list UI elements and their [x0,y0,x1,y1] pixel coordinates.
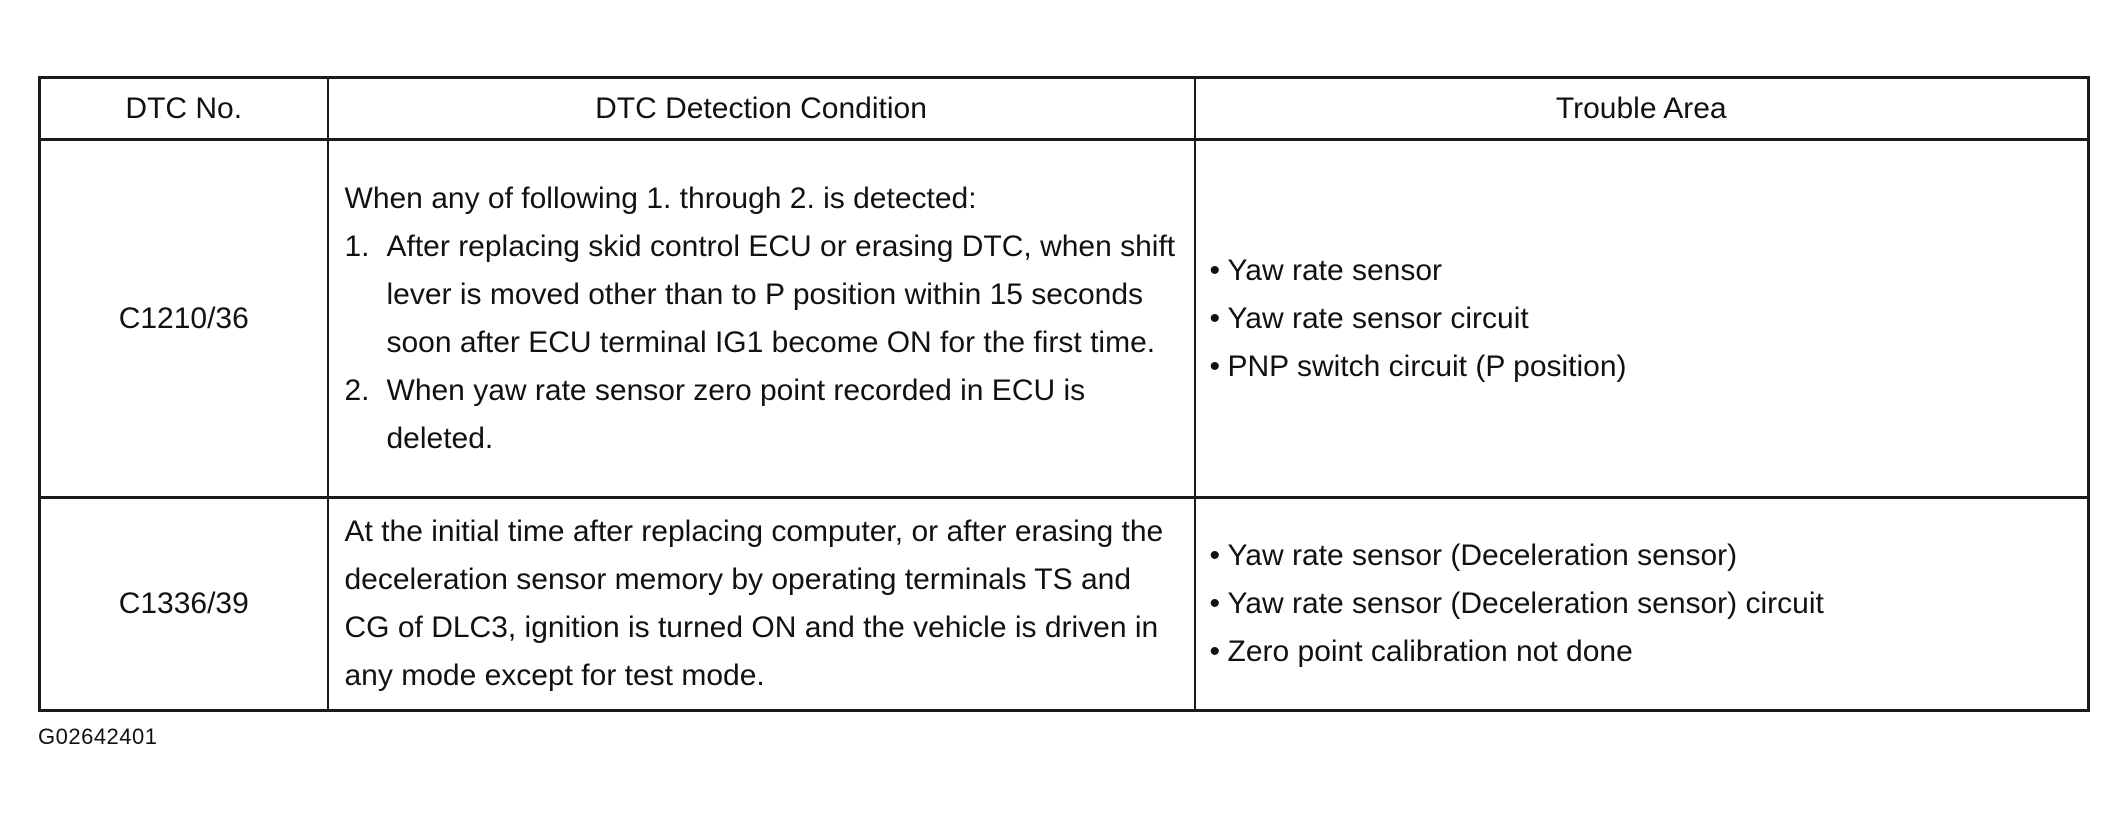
condition-item-number: 1. [344,229,370,263]
list-item [1210,580,2088,628]
list-item [1210,532,2088,580]
trouble-area-list [1210,247,2088,391]
condition-item-text: When yaw rate sensor zero point recorded in ECU is deleted. [386,373,1086,455]
trouble-area-list [1210,532,2088,676]
bullet-icon: • [1209,253,1221,287]
table-row [40,140,2089,498]
list-item [1210,247,2088,295]
header-trouble-area: Trouble Area [1195,78,2089,140]
table-header-row [40,78,2089,140]
trouble-area-text: Yaw rate sensor [1227,253,1443,287]
trouble-area-text: PNP switch circuit (P position) [1227,349,1627,383]
detection-condition [328,498,1195,711]
table-row [40,498,2089,711]
header-dtc-no: DTC No. [40,78,328,140]
trouble-area-text: Yaw rate sensor (Deceleration sensor) [1227,539,1738,572]
dtc-table [38,76,2090,712]
bullet-icon: • [1209,587,1221,620]
trouble-area [1195,140,2089,498]
trouble-area-text: Yaw rate sensor (Deceleration sensor) circuit [1227,587,1824,620]
trouble-area [1195,498,2089,711]
condition-item [345,223,1180,367]
condition-item-number: 2. [344,373,370,407]
trouble-area-text: Zero point calibration not done [1227,635,1633,668]
bullet-icon: • [1209,301,1221,335]
detection-condition [328,140,1195,498]
bullet-icon: • [1209,349,1221,383]
bullet-icon: • [1209,539,1221,572]
condition-intro: When any of following 1. through 2. is detected: [344,181,977,215]
condition-list [345,223,1180,463]
figure-id: G02642401 [38,724,158,749]
header-detection-condition: DTC Detection Condition [328,78,1195,140]
condition-text: At the initial time after replacing computer, or after erasing the deceleration sensor memory by operating terminals TS and CG of DLC3, ignition is turned ON and the vehicle is driven in any mode except for test mode. [344,515,1164,692]
dtc-code: C1210/36 [40,140,328,498]
trouble-area-text: Yaw rate sensor circuit [1227,301,1529,335]
dtc-code: C1336/39 [40,498,328,711]
bullet-icon: • [1209,635,1221,668]
list-item [1210,295,2088,343]
list-item [1210,628,2088,676]
list-item [1210,343,2088,391]
condition-item [345,367,1180,463]
condition-item-text: After replacing skid control ECU or erasing DTC, when shift lever is moved other than to P position within 15 seconds soon after ECU terminal IG1 become ON for the first time. [386,229,1176,359]
